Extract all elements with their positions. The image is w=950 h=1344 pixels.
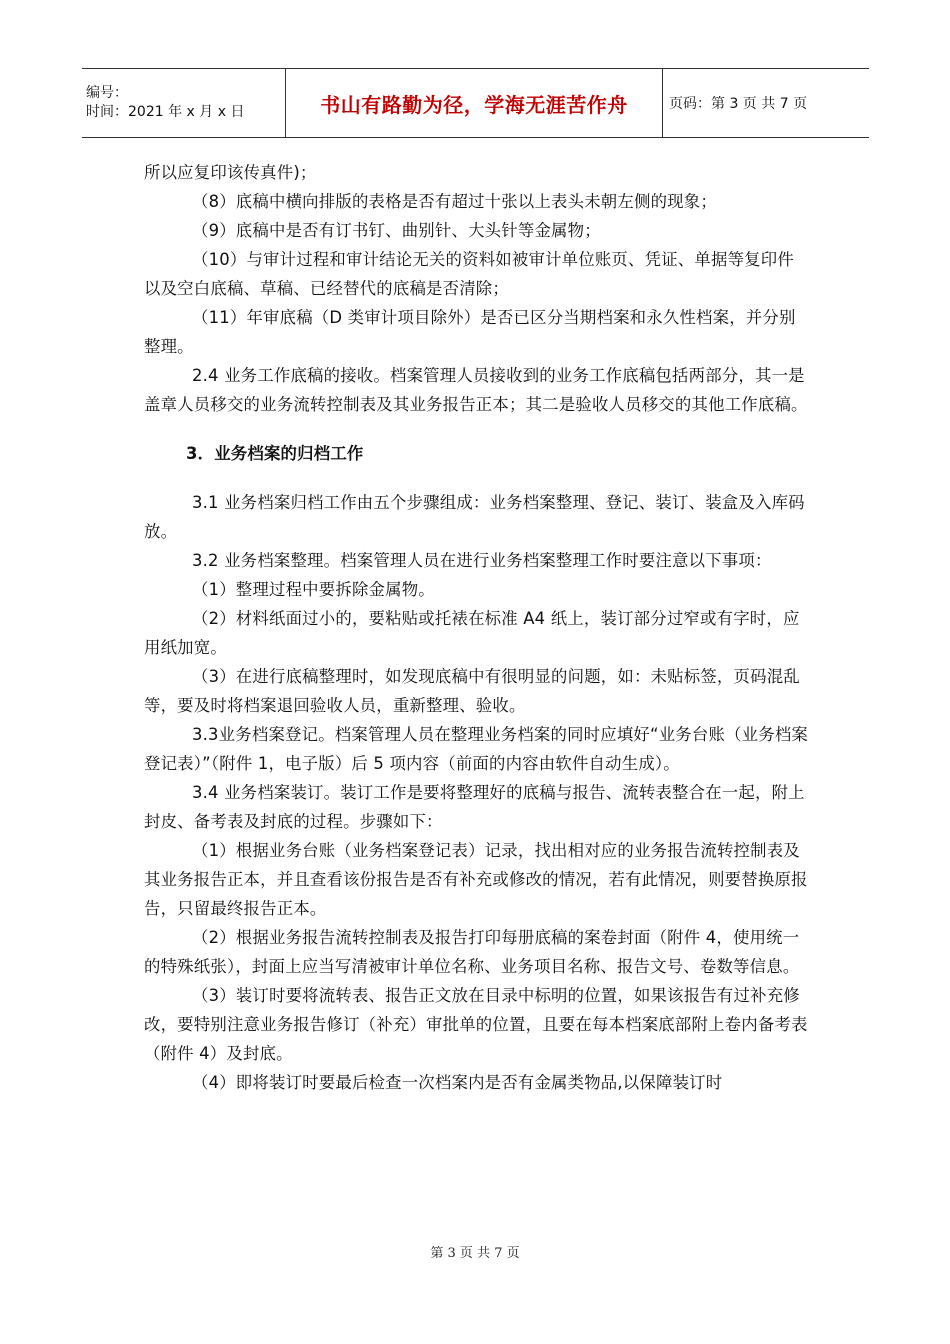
page-info: 页码：第 3 页 共 7 页 — [669, 96, 808, 112]
paragraph: 3.1 业务档案归档工作由五个步骤组成：业务档案整理、登记、装订、装盒及入库码放。 — [144, 493, 805, 541]
paragraph: （9）底稿中是否有订书钉、曲别针、大头针等金属物； — [192, 221, 601, 240]
header-page-info — [663, 69, 869, 137]
paragraph: 3.4 业务档案装订。装订工作是要将整理好的底稿与报告、流转表整合在一起，附上封皮、备考表及封底的过程。步骤如下： — [144, 783, 805, 831]
paragraph: （11）年审底稿（D 类审计项目除外）是否已区分当期档案和永久性档案，并分别整理。 — [144, 308, 796, 356]
paragraph: （2）材料纸面过小的，要粘贴或托裱在标准 A4 纸上，装订部分过窄或有字时，应用纸加宽。 — [144, 609, 800, 657]
paragraph: 2.4 业务工作底稿的接收。档案管理人员接收到的业务工作底稿包括两部分，其一是盖章人员移交的业务流转控制表及其业务报告正本；其二是验收人员移交的其他工作底稿。 — [144, 366, 808, 414]
document-body — [144, 158, 810, 1097]
header-motto-cell — [286, 69, 663, 137]
paragraph: （2）根据业务报告流转控制表及报告打印每册底稿的案卷封面（附件 4，使用统一的特殊纸张），封面上应当写清被审计单位名称、业务项目名称、报告文号、卷数等信息。 — [144, 928, 800, 976]
paragraph: 所以应复印该传真件)； — [144, 163, 317, 182]
header-left — [82, 69, 286, 137]
time-label: 时间：2021 年 x 月 x 日 — [86, 104, 245, 120]
section-heading: 3．业务档案的归档工作 — [186, 444, 364, 463]
paragraph: 3.2 业务档案整理。档案管理人员在进行业务档案整理工作时要注意以下事项： — [192, 551, 772, 570]
page-header — [82, 68, 869, 138]
page-footer: 第 3 页 共 7 页 — [430, 1246, 520, 1261]
number-label: 编号： — [86, 85, 128, 101]
paragraph: （1）整理过程中要拆除金属物。 — [192, 580, 435, 599]
paragraph: （1）根据业务台账（业务档案登记表）记录，找出相对应的业务报告流转控制表及其业务报告正本，并且查看该份报告是否有补充或修改的情况，若有此情况，则要替换原报告，只留最终报告正本。 — [144, 841, 808, 918]
paragraph: 3.3业务档案登记。档案管理人员在整理业务档案的同时应填好“业务台账（业务档案登记表）”（附件 1，电子版）后 5 项内容（前面的内容由软件自动生成）。 — [144, 725, 809, 773]
paragraph: （8）底稿中横向排版的表格是否有超过十张以上表头未朝左侧的现象； — [192, 192, 717, 211]
motto: 书山有路勤为径，学海无涯苦作舟 — [320, 92, 628, 117]
paragraph: （3）在进行底稿整理时，如发现底稿中有很明显的问题，如：未贴标签，页码混乱等，要及时将档案退回验收人员，重新整理、验收。 — [144, 667, 800, 715]
paragraph: （10）与审计过程和审计结论无关的资料如被审计单位账页、凭证、单据等复印件以及空白底稿、草稿、已经替代的底稿是否清除； — [144, 250, 794, 298]
paragraph: （4）即将装订时要最后检查一次档案内是否有金属类物品,以保障装订时 — [192, 1073, 723, 1092]
paragraph: （3）装订时要将流转表、报告正文放在目录中标明的位置，如果该报告有过补充修改，要特别注意业务报告修订（补充）审批单的位置，且要在每本档案底部附上卷内备考表（附件 4）及封底。 — [144, 986, 808, 1063]
